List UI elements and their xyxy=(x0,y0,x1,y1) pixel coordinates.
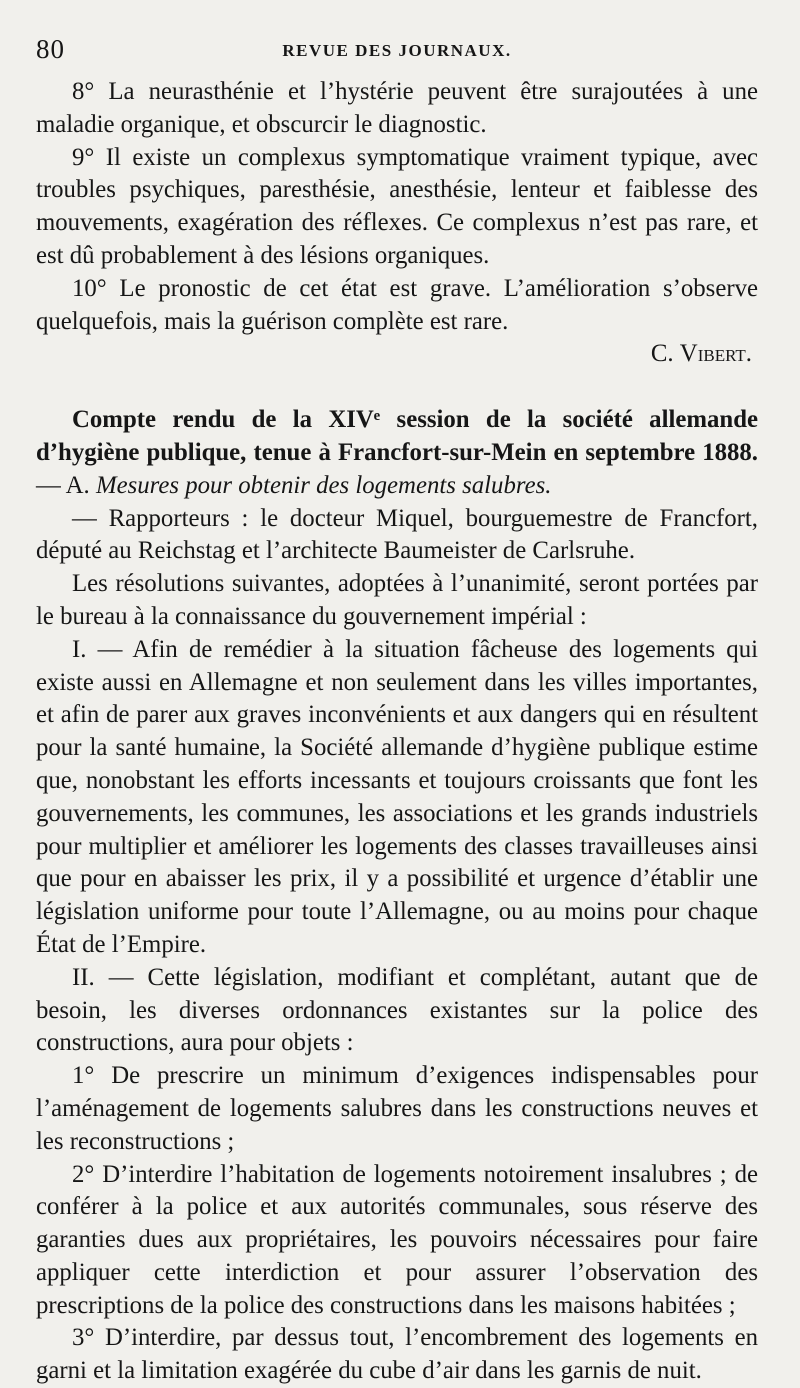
body-text xyxy=(36,76,758,1388)
article-heading xyxy=(36,404,758,502)
objective-three: 3° D’interdire, par dessus tout, l’encombrement des logements en garni et la limitation exagérée du cube d’air dans les garnis de nuit. xyxy=(36,1324,758,1385)
paragraph-item-8: 8° La neurasthénie et l’hystérie peuvent être surajoutées à une maladie organique, et obscurcir le diagnostic. xyxy=(36,78,758,138)
paragraph-item-10: 10° Le pronostic de cet état est grave. L’amélioration s’observe quelquefois, mais la guérison complète est rare. xyxy=(36,274,758,335)
objective-two: 2° D’interdire l’habitation de logements notoirement insalubres ; de conférer à la police et aux autorités communales, sous réserve des garanties dues aux propriétaires, les pouvoirs nécessaires pour faire appliquer cette interdiction et pour assurer l’observation des prescriptions de la police des constructions dans les maisons habitées ; xyxy=(36,1160,758,1319)
article-subtitle: Mesures pour obtenir des logements salubres. xyxy=(95,471,552,499)
paragraph-item-9: 9° Il existe un complexus symptomatique vraiment typique, avec troubles psychiques, paresthésie, anesthésie, lenteur et faiblesse des mouvements, exagération des réflexes. Ce complexus n’est pas rare, et est dû probablement à des lésions organiques. xyxy=(36,143,758,269)
resolutions-intro: Les résolutions suivantes, adoptées à l’unanimité, seront portées par le bureau à la connaissance du gouvernement impérial : xyxy=(36,570,758,630)
signature-initial: C. xyxy=(650,340,674,368)
signature-name: Vibert. xyxy=(679,340,752,368)
rapporteurs-line: — Rapporteurs : le docteur Miquel, bourguemestre de Francfort, député au Reichstag et l’architecte Baumeister de Carlsruhe. xyxy=(36,504,758,565)
author-signature xyxy=(36,338,758,371)
article-title: Compte rendu de la XIVᵉ session de la société allemande d’hygiène publique, tenue à Francfort-sur-Mein en septembre 1888. xyxy=(36,406,758,466)
objective-one: 1° De prescrire un minimum d’exigences indispensables pour l’aménagement de logements salubres dans les constructions neuves et les reconstructions ; xyxy=(36,1062,758,1155)
resolution-one: I. — Afin de remédier à la situation fâcheuse des logements qui existe aussi en Allemagne et non seulement dans les villes importantes, et afin de parer aux graves inconvénients et aux dangers qui en résultent pour la santé humaine, la Société allemande d’hygiène publique estime que, nonobstant les efforts incessants et toujours croissants que font les gouvernements, les communes, les associations et les grands industriels pour multiplier et améliorer les logements des classes travailleuses ainsi que pour en abaisser les prix, il y a possibilité et urgence d’établir une législation uniforme pour toute l’Allemagne, ou au moins pour chaque État de l’Empire. xyxy=(36,635,758,958)
page-header xyxy=(36,34,758,76)
resolution-two: II. — Cette législation, modifiant et complétant, autant que de besoin, les diverses ordonnances existantes sur la police des constructions, aura pour objets : xyxy=(36,963,758,1057)
running-head: REVUE DES JOURNAUX. xyxy=(282,41,512,60)
article-title-separator: — A. xyxy=(36,471,96,499)
page-number: 80 xyxy=(36,34,65,64)
